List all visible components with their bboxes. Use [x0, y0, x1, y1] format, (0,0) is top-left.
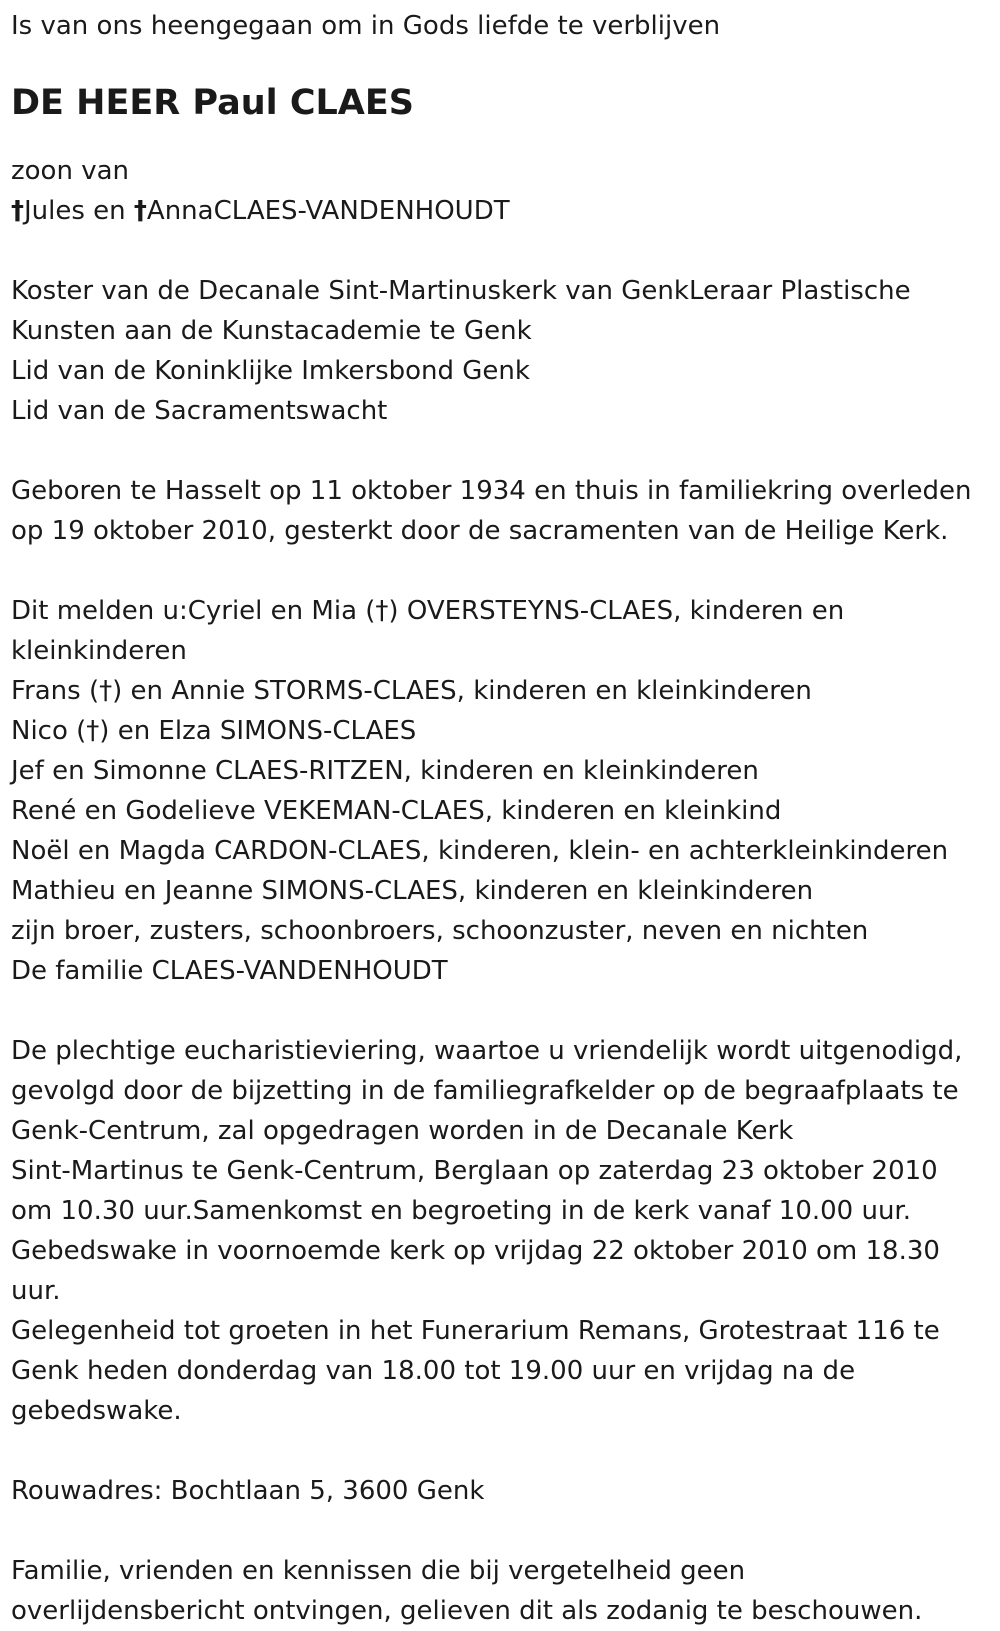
- ceremony-line: De plechtige eucharistieviering, waartoe u vriendelijk wordt uitgenodigd,: [11, 1036, 963, 1067]
- intro-text: Is van ons heengegaan om in Gods liefde te verblijven: [11, 11, 721, 41]
- announcer-line: zijn broer, zusters, schoonbroers, schoonzuster, neven en nichten: [11, 916, 869, 947]
- birth-death-section: [11, 471, 990, 551]
- spacer: [11, 1511, 990, 1551]
- parents-line: [11, 191, 990, 231]
- announcer-line: Nico (†) en Elza SIMONS-CLAES: [11, 716, 417, 747]
- spacer: [11, 231, 990, 271]
- ceremony-line: gevolgd door de bijzetting in de familiegrafkelder op de begraafplaats te: [11, 1076, 959, 1107]
- ceremony-line: Genk-Centrum, zal opgedragen worden in de Decanale Kerk: [11, 1116, 794, 1147]
- ceremony-line: Genk heden donderdag van 18.00 tot 19.00 uur en vrijdag na de: [11, 1356, 856, 1387]
- announcer-line: René en Godelieve VEKEMAN-CLAES, kinderen en kleinkind: [11, 796, 782, 827]
- announcers-section: [11, 591, 990, 991]
- spacer: [11, 551, 990, 591]
- announcer-line: Mathieu en Jeanne SIMONS-CLAES, kinderen en kleinkinderen: [11, 876, 814, 907]
- announcer-line: Dit melden u:Cyriel en Mia (†) OVERSTEYNS-CLAES, kinderen en: [11, 596, 845, 627]
- birth-death-line: Geboren te Hasselt op 11 oktober 1934 en thuis in familiekring overleden: [11, 476, 972, 507]
- closing-line: overlijdensbericht ontvingen, gelieven dit als zodanig te beschouwen.: [11, 1596, 923, 1627]
- ceremony-section: [11, 1031, 990, 1431]
- birth-death-line: op 19 oktober 2010, gesterkt door de sacramenten van de Heilige Kerk.: [11, 516, 949, 547]
- ceremony-line: Gelegenheid tot groeten in het Funerarium Remans, Grotestraat 116 te: [11, 1316, 940, 1347]
- cross-icon: †: [133, 196, 147, 227]
- closing-line: Familie, vrienden en kennissen die bij vergetelheid geen: [11, 1556, 746, 1587]
- announcer-line: kleinkinderen: [11, 636, 187, 667]
- ceremony-line: Sint-Martinus te Genk-Centrum, Berglaan op zaterdag 23 oktober 2010: [11, 1156, 938, 1187]
- role-line: Lid van de Sacramentswacht: [11, 396, 388, 427]
- spacer: [11, 991, 990, 1031]
- roles-section: [11, 271, 990, 431]
- role-line: Lid van de Koninklijke Imkersbond Genk: [11, 356, 530, 387]
- spacer: [11, 431, 990, 471]
- ceremony-line: Gebedswake in voornoemde kerk op vrijdag 22 oktober 2010 om 18.30: [11, 1236, 940, 1267]
- role-line: Kunsten aan de Kunstacademie te Genk: [11, 316, 532, 347]
- announcer-line: Frans (†) en Annie STORMS-CLAES, kinderen en kleinkinderen: [11, 676, 812, 707]
- spacer: [11, 1431, 990, 1471]
- closing-section: [11, 1551, 990, 1631]
- cross-icon: †: [11, 196, 24, 227]
- mourning-address: Rouwadres: Bochtlaan 5, 3600 Genk: [11, 1476, 485, 1507]
- ceremony-line: om 10.30 uur.Samenkomst en begroeting in de kerk vanaf 10.00 uur.: [11, 1196, 911, 1227]
- mother-name: AnnaCLAES-VANDENHOUDT: [146, 196, 510, 227]
- announcer-line: Noël en Magda CARDON-CLAES, kinderen, klein- en achterkleinkinderen: [11, 836, 949, 867]
- role-line: Koster van de Decanale Sint-Martinuskerk van GenkLeraar Plastische: [11, 276, 911, 307]
- son-of-label: zoon van: [11, 156, 130, 187]
- ceremony-line: uur.: [11, 1276, 61, 1307]
- father-name: Jules en: [24, 196, 134, 227]
- announcer-line: De familie CLAES-VANDENHOUDT: [11, 956, 448, 987]
- announcer-line: Jef en Simonne CLAES-RITZEN, kinderen en kleinkinderen: [11, 756, 759, 787]
- ceremony-line: gebedswake.: [11, 1396, 182, 1427]
- deceased-name: DE HEER Paul CLAES: [11, 83, 415, 123]
